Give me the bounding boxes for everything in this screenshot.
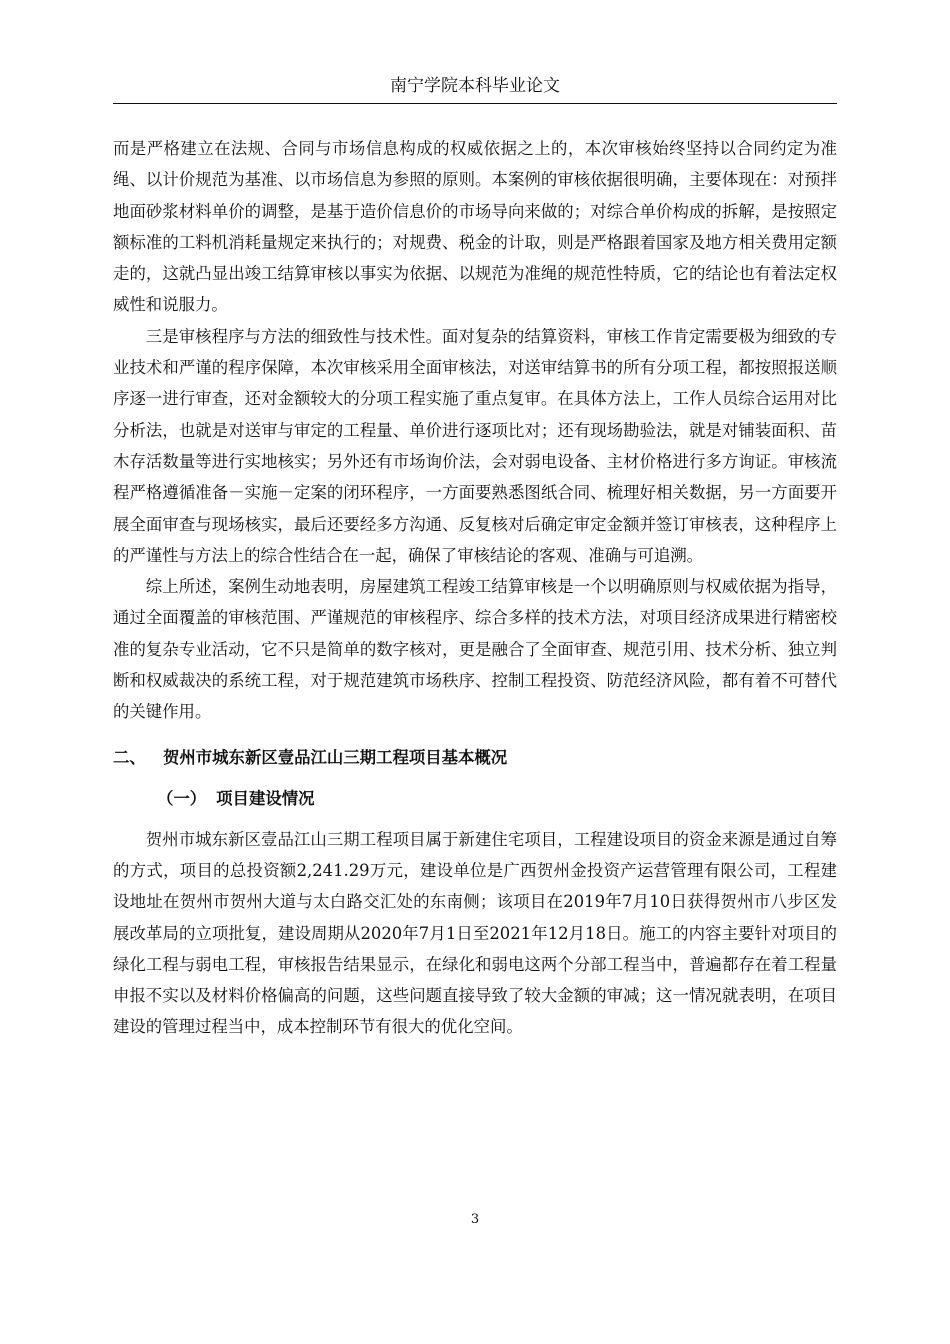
running-header: 南宁学院本科毕业论文: [390, 76, 560, 96]
paragraph-3: 综上所述，案例生动地表明，房屋建筑工程竣工结算审核是一个以明确原则与权威依据为指导，通过全面覆盖的审核范围、严谨规范的审核程序、综合多样的技术方法，对项目经济成果进行精密校准的复杂专业活动，它不只是简单的数字核对，更是融合了全面审查、规范引用、技术分析、独立判断和权威裁决的系统工程，对于规范建筑市场秩序、控制工程投资、防范经济风险，都有着不可替代的关键作用。: [113, 577, 837, 722]
subsection-title: 项目建设情况: [216, 788, 315, 808]
page-number: 3: [470, 1212, 480, 1227]
paragraph-1: 而是严格建立在法规、合同与市场信息构成的权威依据之上的，本次审核始终坚持以合同约定为准绳、以计价规范为基准、以市场信息为参照的原则。本案例的审核依据很明确，主要体现在：对预拌地面砂浆材料单价的调整，是基于造价信息价的市场导向来做的；对综合单价构成的拆解，是按照定额标准的工料机消耗量规定来执行的；对规费、税金的计取，则是严格跟着国家及地方相关费用定额走的，这就凸显出竣工结算审核以事实为依据、以规范为准绳的规范性特质，它的结论也有着法定权威性和说服力。: [113, 139, 837, 315]
section-title: 贺州市城东新区壹品江山三期工程项目基本概况: [163, 747, 508, 767]
paragraph-2: 三是审核程序与方法的细致性与技术性。面对复杂的结算资料，审核工作肯定需要极为细致的专业技术和严谨的程序保障，本次审核采用全面审核法，对送审结算书的所有分项工程，都按照报送顺序逐一进行审查，还对金额较大的分项工程实施了重点复审。在具体方法上，工作人员综合运用对比分析法，也就是对送审与审定的工程量、单价进行逐项比对；还有现场勘验法，就是对铺装面积、苗木存活数量等进行实地核实；另外还有市场询价法，会对弱电设备、主材价格进行多方询证。审核流程严格遵循准备－实施－定案的闭环程序，一方面要熟悉图纸合同、梳理好相关数据，另一方面要开展全面审查与现场核实，最后还要经多方沟通、反复核对后确定审定金额并签订审核表，这种程序上的严谨性与方法上的综合性结合在一起，确保了审核结论的客观、准确与可追溯。: [113, 326, 837, 565]
subsection-number: （一）: [157, 788, 207, 808]
paragraph-4: 贺州市城东新区壹品江山三期工程项目属于新建住宅项目，工程建设项目的资金来源是通过自筹的方式，项目的总投资额2,241.29万元，建设单位是广西贺州金投资产运营管理有限公司，工程建设地址在贺州市贺州大道与太白路交汇处的东南侧；该项目在2019年7月10日获得贺州市八步区发展改革局的立项批复，建设周期从2020年7月1日至2021年12月18日。施工的内容主要针对项目的绿化工程与弱电工程，审核报告结果显示，在绿化和弱电这两个分部工程当中，普遍都存在着工程量申报不实以及材料价格偏高的问题，这些问题直接导致了较大金额的审减；这一情况就表明，在项目建设的管理过程当中，成本控制环节有很大的优化空间。: [113, 829, 837, 1037]
header-rule: [113, 103, 837, 104]
subsection-heading: [113, 783, 837, 814]
section-heading: [113, 742, 837, 773]
body-text: [113, 133, 837, 1043]
section-number: 二、: [113, 747, 146, 767]
